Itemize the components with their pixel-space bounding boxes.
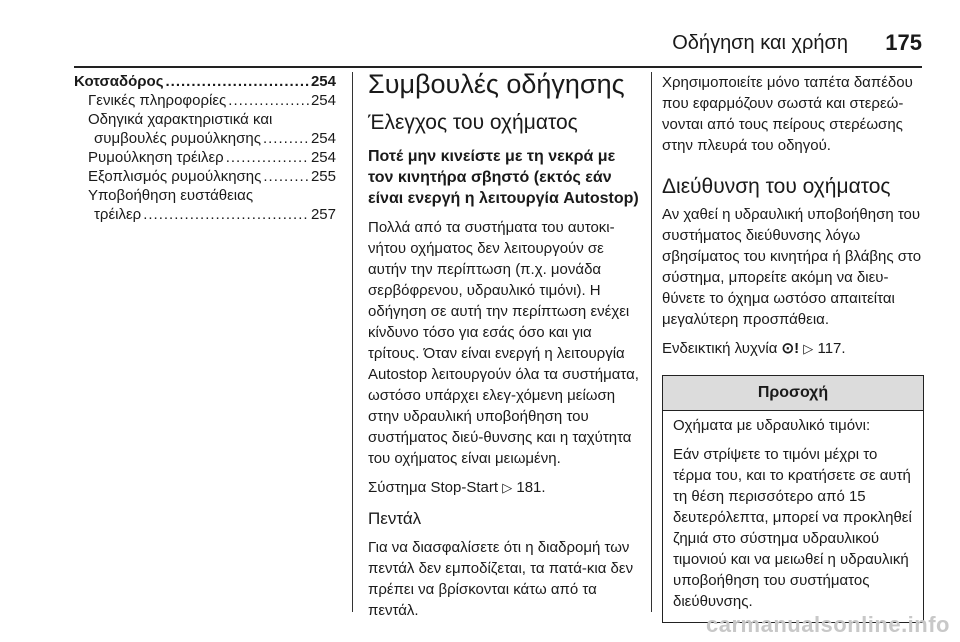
toc-entry[interactable] [74, 167, 336, 186]
toc-entry-main[interactable] [74, 72, 336, 91]
toc-entry[interactable] [74, 205, 336, 224]
cross-reference: Ενδεικτική λυχνία ⊙! ▷ 117. [662, 340, 846, 357]
toc-label: Εξοπλισμός ρυμούλκησης [88, 168, 262, 185]
body-paragraph: Αν χαθεί η υδραυλική υποβοήθηση του συστήματος διεύθυνσης λόγω σβησίματος του κινητήρα ή βλάβης στο σύστημα, μπορείτε ακόμη να διευ-θύνετε το όχημα ωστόσο απαιτείται μεγαλύτερη προσπάθεια. [662, 206, 922, 328]
body-paragraph: Πολλά από τα συστήματα του αυτοκι-νήτου οχήματος δεν λειτουργούν σε αυτήν την περίπτωση (π.χ. μονάδα σερβόφρενου, υδραυλικό τιμόνι). Η οδήγηση σε αυτή την περίπτωση ενέχει κίνδυνο τόσο για εσάς όσο και για τρίτους. Όταν είναι ενεργή η λειτουργία Autostop λειτουργούν όλα τα συστήματα, ωστόσο υπάρχει ελεγ-χόμενη μείωση στην υδραυλική υποβοήθηση του συστήματος διεύ-θυνσης και η ταχύτητα του οχήματος είναι μειωμένη. [368, 219, 639, 467]
page-number: 175 [885, 30, 922, 55]
toc-leader [263, 167, 309, 186]
toc-entry[interactable] [74, 148, 336, 167]
content-column-middle [368, 69, 644, 621]
column-divider [651, 72, 652, 612]
toc-label: συμβουλές ρυμούλκησης [94, 130, 261, 147]
toc-leader [228, 91, 309, 110]
column-divider [352, 72, 353, 612]
body-paragraph: Για να διασφαλίσετε ότι η διαδρομή των πεντάλ δεν εμποδίζεται, τα πατά-κια δεν πρέπει να βρίσκονται κάτω από τα πεντάλ. [368, 539, 634, 619]
page-header [0, 22, 960, 62]
toc-label-line: Οδηγικά χαρακτηριστικά και [88, 111, 273, 128]
toc-leader [263, 129, 309, 148]
toc-entry[interactable] [74, 129, 336, 148]
caution-paragraph: Εάν στρίψετε το τιμόνι μέχρι το τέρμα του, και το κρατήσετε σε αυτή τη θέση περισσότερο από 15 δευτερόλεπτα, μπορεί να προκληθεί ζημιά στο σύστημα υδραυλικού τιμονιού και να μειωθεί η υδραυλική υποβοήθηση του συστήματος διεύθυνσης. [673, 446, 912, 610]
toc-label: Ρυμούλκηση τρέιλερ [88, 149, 224, 166]
toc-label: τρέιλερ [94, 206, 142, 223]
toc-page: 257 [310, 206, 336, 223]
toc-label-line: Υποβοήθηση ευστάθειας [88, 187, 254, 204]
ref-page-link[interactable]: 181. [516, 479, 546, 496]
ref-arrow-icon: ▷ [803, 341, 814, 356]
toc-leader [143, 205, 309, 224]
toc-page: 254 [310, 73, 336, 90]
toc-page: 255 [310, 168, 336, 185]
section-title: Διεύθυνση του οχήματος [662, 175, 891, 198]
toc-page: 254 [310, 149, 336, 166]
toc-label: Γενικές πληροφορίες [88, 92, 227, 109]
caution-body [663, 411, 923, 622]
cross-reference: Σύστημα Stop-Start ▷ 181. [368, 479, 546, 496]
watermark: carmanualsonline.info [706, 612, 950, 637]
warning-heading: Ποτέ μην κινείστε με τη νεκρά με τον κινητήρα σβηστό (εκτός εάν είναι ενεργή η λειτουργία Autostop) [368, 148, 639, 207]
toc-page: 254 [310, 92, 336, 109]
body-paragraph: Χρησιμοποιείτε μόνο ταπέτα δαπέδου που εφαρμόζουν σωστά και στερεώ-νονται από τους πείρους στερέωσης στην πλευρά του οδηγού. [662, 74, 913, 154]
subsection-heading: Πεντάλ [368, 509, 422, 528]
toc-leader [226, 148, 309, 167]
caution-paragraph: Οχήματα με υδραυλικό τιμόνι: [673, 417, 871, 434]
warning-lamp-icon: ⊙! [781, 340, 800, 357]
toc-page: 254 [310, 130, 336, 147]
caution-box [662, 375, 924, 623]
toc-column [74, 72, 336, 224]
toc-label: Κοτσαδόρος [74, 73, 164, 90]
ref-arrow-icon: ▷ [502, 480, 513, 495]
running-title: Οδήγηση και χρήση [672, 32, 848, 54]
toc-leader [166, 72, 309, 91]
caution-title: Προσοχή [663, 376, 923, 411]
toc-entry[interactable] [74, 91, 336, 110]
content-column-right [662, 72, 924, 623]
section-title: Έλεγχος του οχήματος [368, 111, 578, 134]
chapter-title: Συμβουλές οδήγησης [368, 69, 625, 99]
ref-page-link[interactable]: 117. [817, 340, 846, 357]
